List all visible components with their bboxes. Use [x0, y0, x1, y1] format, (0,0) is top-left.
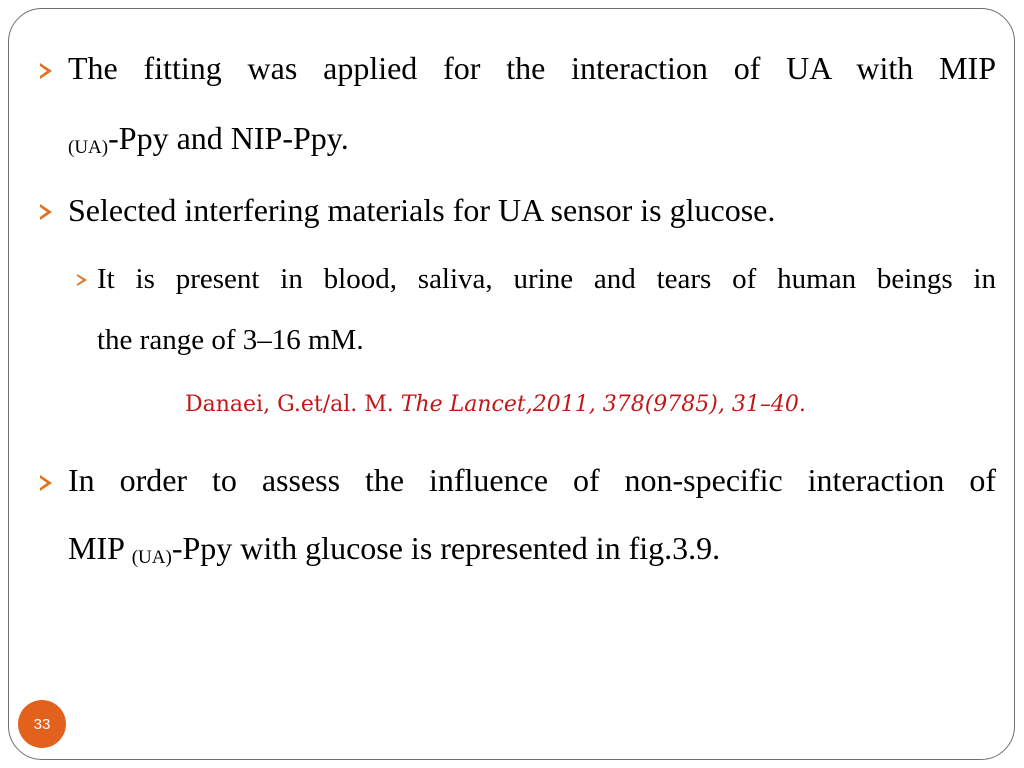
bullet-2-text: Selected interfering materials for UA sensor is glucose. — [68, 192, 776, 228]
bullet-1-line-2 — [68, 120, 349, 157]
page-number-badge — [18, 700, 66, 748]
sub-bullet-line-1: It is present in blood, saliva, urine and tears of human beings in — [97, 263, 996, 295]
bullet-3-line-2-text: -Ppy with glucose is represented in fig.3.9. — [171, 530, 721, 566]
arrow-bullet-icon — [40, 204, 52, 220]
arrow-bullet-icon — [40, 475, 52, 491]
bullet-1-line-1: The fitting was applied for the interaction of UA with MIP — [68, 50, 996, 86]
subscript-ua: (UA) — [68, 137, 109, 158]
subscript-ua: (UA) — [131, 547, 172, 568]
bullet-1-line-2-text: -Ppy and NIP-Ppy. — [108, 120, 349, 156]
citation-authors: Danaei, G.et/al. M. — [185, 392, 394, 417]
citation — [185, 392, 806, 417]
arrow-bullet-icon — [40, 63, 52, 79]
page-number: 33 — [33, 715, 51, 733]
arrow-sub-bullet-icon — [77, 274, 87, 286]
citation-journal: The Lancet,2011, 378(9785), 31–40. — [400, 392, 806, 417]
bullet-3-line-1: In order to assess the influence of non-specific interaction of — [68, 462, 996, 498]
bullet-3-prefix: MIP — [68, 530, 124, 566]
bullet-3-line-2 — [68, 530, 720, 567]
sub-bullet-line-2: the range of 3–16 mM. — [97, 324, 364, 356]
